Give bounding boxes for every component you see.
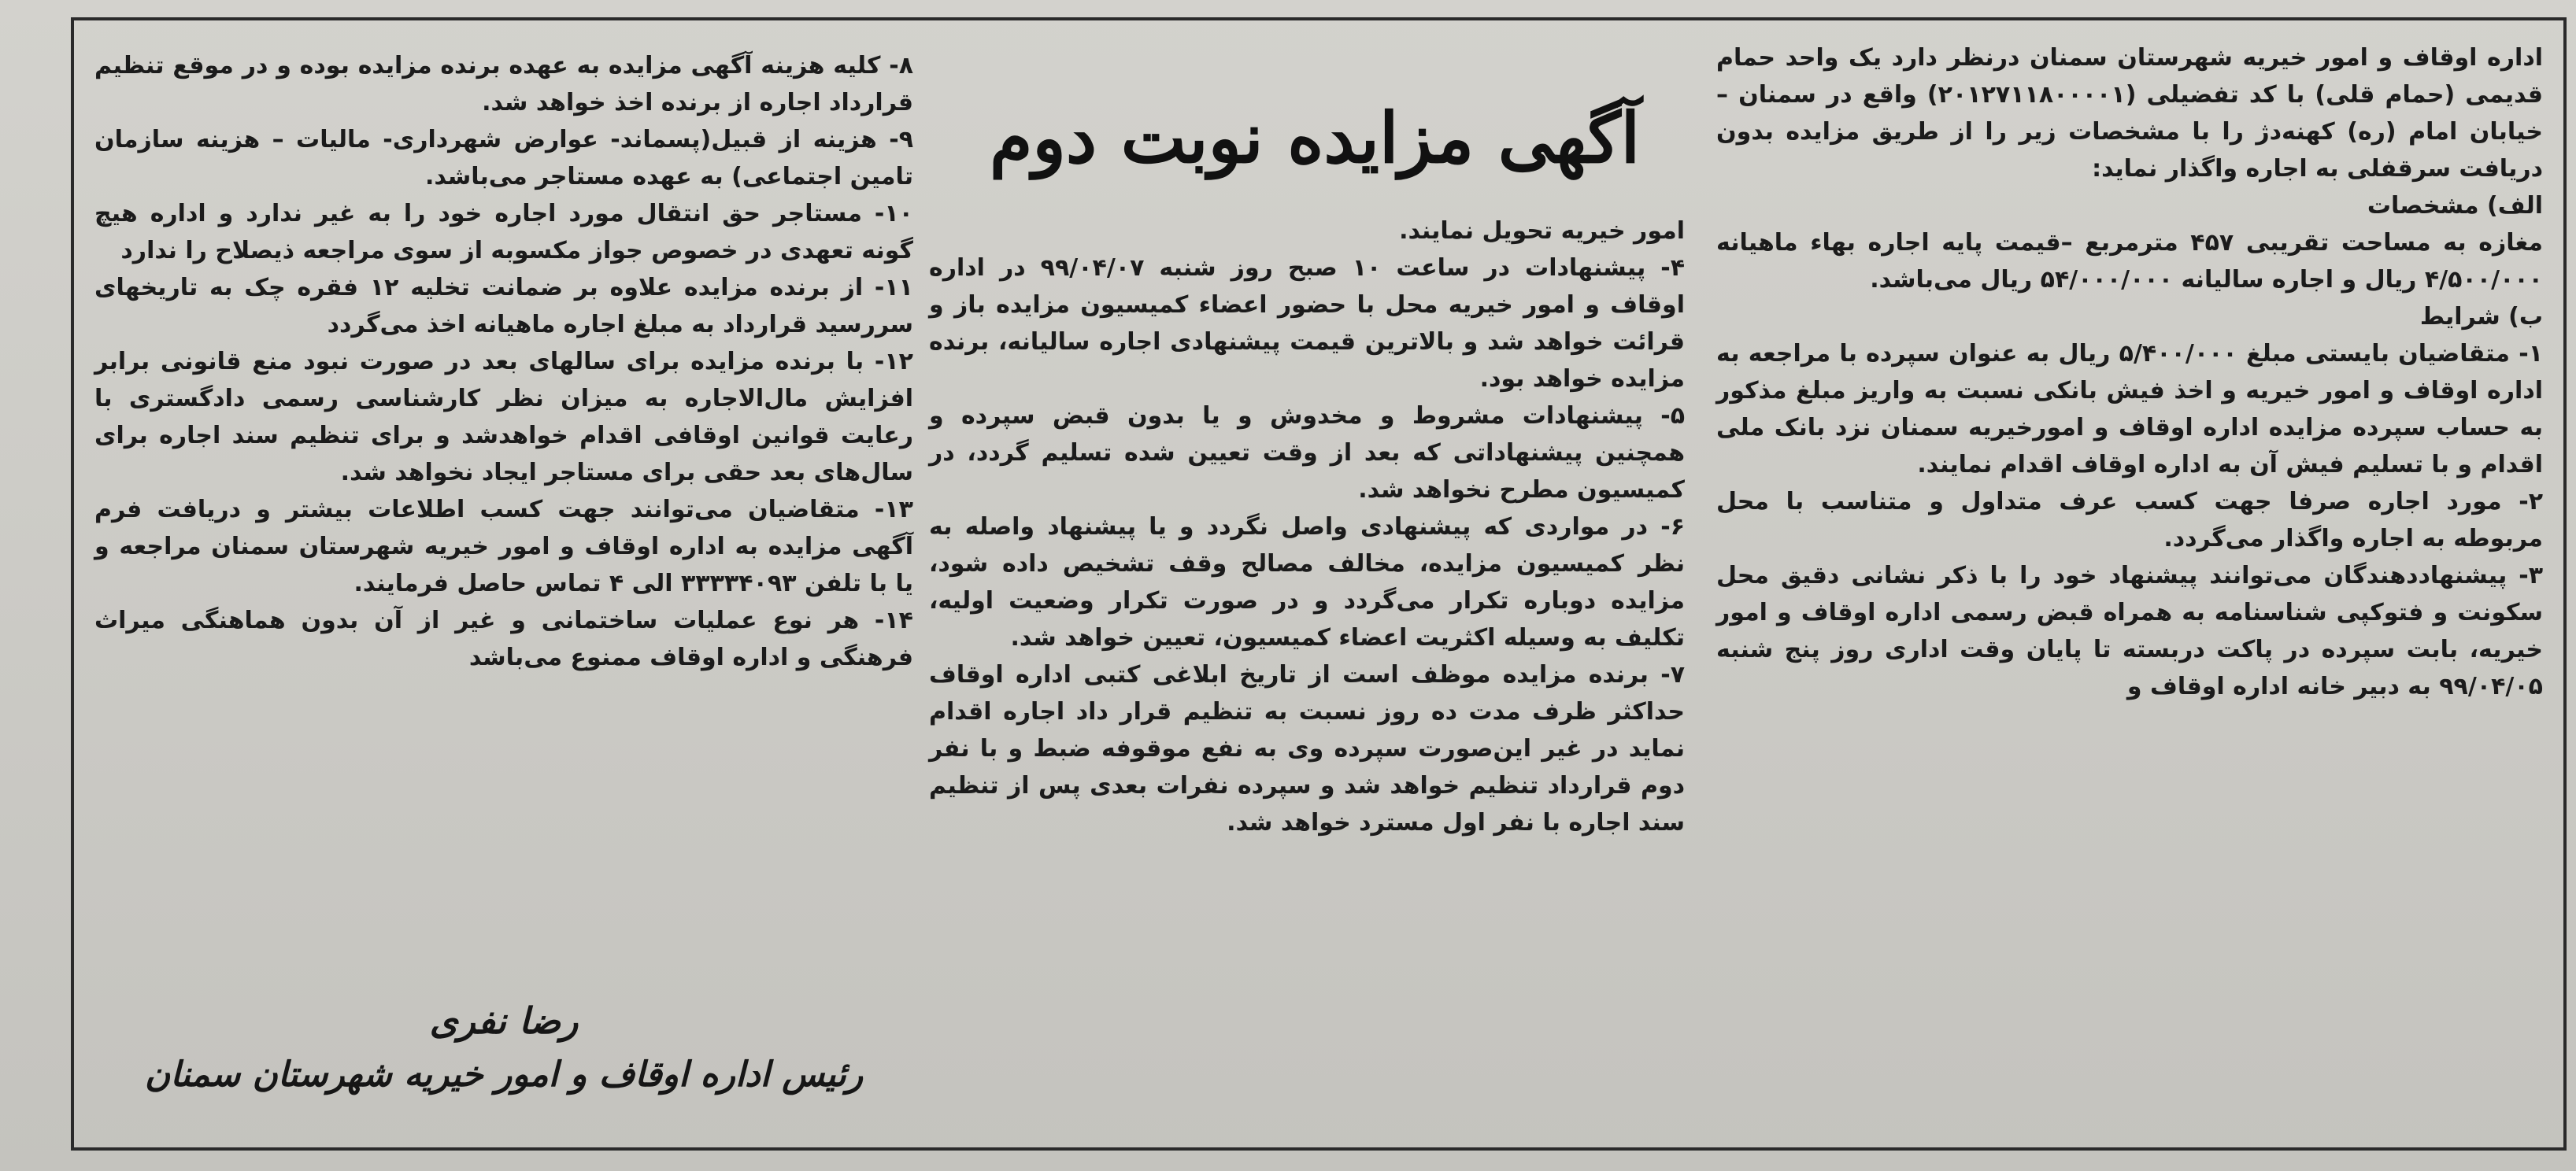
condition-2: ۲- مورد اجاره صرفا جهت کسب عرف متداول و متناسب با محل مربوطه به اجاره واگذار می‌گردد.	[1716, 488, 2543, 552]
section-heading-specs: الف) مشخصات	[2367, 192, 2543, 220]
condition-9: ۹- هزینه از قبیل(پسماند- عوارض شهرداری- مالیات – هزینه سازمان تامین اجتماعی) به عهده مستاجر می‌باشد.	[94, 126, 913, 190]
intro-paragraph: اداره اوقاف و امور خیریه شهرستان سمنان درنظر دارد یک واحد حمام قدیمی (حمام قلی) با کد تفضیلی (۲۰۱۲۷۱۱۸۰۰۰۰۱) واقع در سمنان – خیابان امام (ره) کهنه‌دژ را با مشخصات زیر را از طریق مزایده بدون دریافت سرقفلی به اجاره واگذار نماید:	[1716, 44, 2544, 183]
condition-12: ۱۲- با برنده مزایده برای سالهای بعد در صورت نبود منع قانونی برابر افزایش مال‌الاجاره به میزان نظر کارشناسی رسمی دادگستری با رعایت قوانین اوقافی اقدام خواهدشد و برای تنظیم سند اجاره برای سال‌های بعد حقی برای مستاجر ایجاد نخواهد شد.	[94, 348, 913, 486]
middle-column	[929, 212, 1685, 841]
condition-3: ۳- پیشنهاددهندگان می‌توانند پیشنهاد خود را با ذکر نشانی دقیق محل سکونت و فتوکپی شناسنامه به همراه قبض رسمی اداره اوقاف و امور خیریه، بابت سپرده در پاکت دربسته تا پایان وقت اداری روز پنج شنبه ۹۹/۰۴/۰۵ به دبیر خانه اداره اوقاف و	[1716, 562, 2543, 700]
section-heading-conditions: ب) شرایط	[2419, 303, 2543, 331]
right-column	[1716, 39, 2543, 705]
left-column	[94, 47, 913, 676]
condition-13: ۱۳- متقاضیان می‌توانند جهت کسب اطلاعات بیشتر و دریافت فرم آگهی مزایده به اداره اوقاف و امور خیریه شهرستان سمنان مراجعه و یا با تلفن ۳۳۳۳۴۰۹۳ الی ۴ تماس حاصل فرمایند.	[94, 496, 913, 597]
condition-3-continued: امور خیریه تحویل نمایند.	[1399, 217, 1685, 245]
condition-1: ۱- متقاضیان بایستی مبلغ ۵/۴۰۰/۰۰۰ ریال به عنوان سپرده با مراجعه به اداره اوقاف و امور خیریه و اخذ فیش بانکی نسبت به واریز مبلغ مذکور به حساب سپرده مزایده اداره اوقاف و امورخیریه سمنان نزد بانک ملی اقدام و با تسلیم فیش آن به اداره اوقاف اقدام نمایند.	[1716, 340, 2544, 478]
condition-5: ۵- پیشنهادات مشروط و مخدوش و یا بدون قبض سپرده و همچنین پیشنهاداتی که بعد از وقت تعیین شده تسلیم گردد، در کمیسیون مطرح نخواهد شد.	[929, 402, 1685, 504]
condition-7: ۷- برنده مزایده موظف است از تاریخ ابلاغی کتبی اداره اوقاف حداکثر ظرف مدت ده روز نسبت به تنظیم قرار داد اجاره اقدام نماید در غیر این‌صورت سپرده وی به نفع موقوفه ضبط و با نفر دوم قرارداد تنظیم خواهد شد و سپرده نفرات بعدی پس از تنظیم سند اجاره با نفر اول مسترد خواهد شد.	[929, 661, 1685, 837]
condition-8: ۸- کلیه هزینه آگهی مزایده به عهده برنده مزایده بوده و در موقع تنظیم قرارداد اجاره از برنده اخذ خواهد شد.	[94, 52, 913, 116]
condition-11: ۱۱- از برنده مزایده علاوه بر ضمانت تخلیه ۱۲ فقره چک به تاریخهای سررسید قرارداد به مبلغ اجاره ماهیانه اخذ می‌گردد	[94, 274, 913, 338]
condition-4: ۴- پیشنهادات در ساعت ۱۰ صبح روز شنبه ۹۹/۰۴/۰۷ در اداره اوقاف و امور خیریه محل با حضور اعضاء کمیسیون مزایده باز و قرائت خواهد شد و بالاترین قیمت پیشنهادی اجاره سالیانه، برنده مزایده خواهد بود.	[929, 254, 1686, 393]
notice-title: آگهی مزایده نوبت دوم	[989, 97, 1641, 179]
condition-6: ۶- در مواردی که پیشنهادی واصل نگردد و یا پیشنهاد واصله به نظر کمیسیون مزایده، مخالف مصالح وقف تشخیص داده شود، مزایده دوباره تکرار می‌گردد و در صورت تکرار وضعیت اولیه، تکلیف به وسیله اکثریت اعضاء کمیسیون، تعیین خواهد شد.	[929, 513, 1685, 652]
condition-14: ۱۴- هر نوع عملیات ساختمانی و غیر از آن بدون هماهنگی میراث فرهنگی و اداره اوقاف ممنوع می‌باشد	[94, 607, 913, 671]
specs-paragraph: مغازه به مساحت تقریبی ۴۵۷ مترمربع –قیمت پایه اجاره بهاء ماهیانه ۴/۵۰۰/۰۰۰ ریال و اجاره سالیانه ۵۴/۰۰۰/۰۰۰ ریال می‌باشد.	[1716, 229, 2543, 294]
signatory-title: رئیس اداره اوقاف و امور خیریه شهرستان سمنان	[144, 1055, 864, 1095]
signatory-name: رضا نفری	[429, 999, 579, 1042]
condition-10: ۱۰- مستاجر حق انتقال مورد اجاره خود را به غیر ندارد و اداره هیچ گونه تعهدی در خصوص جواز مکسوبه از سوی مراجعه ذیصلاح را ندارد	[94, 200, 913, 264]
